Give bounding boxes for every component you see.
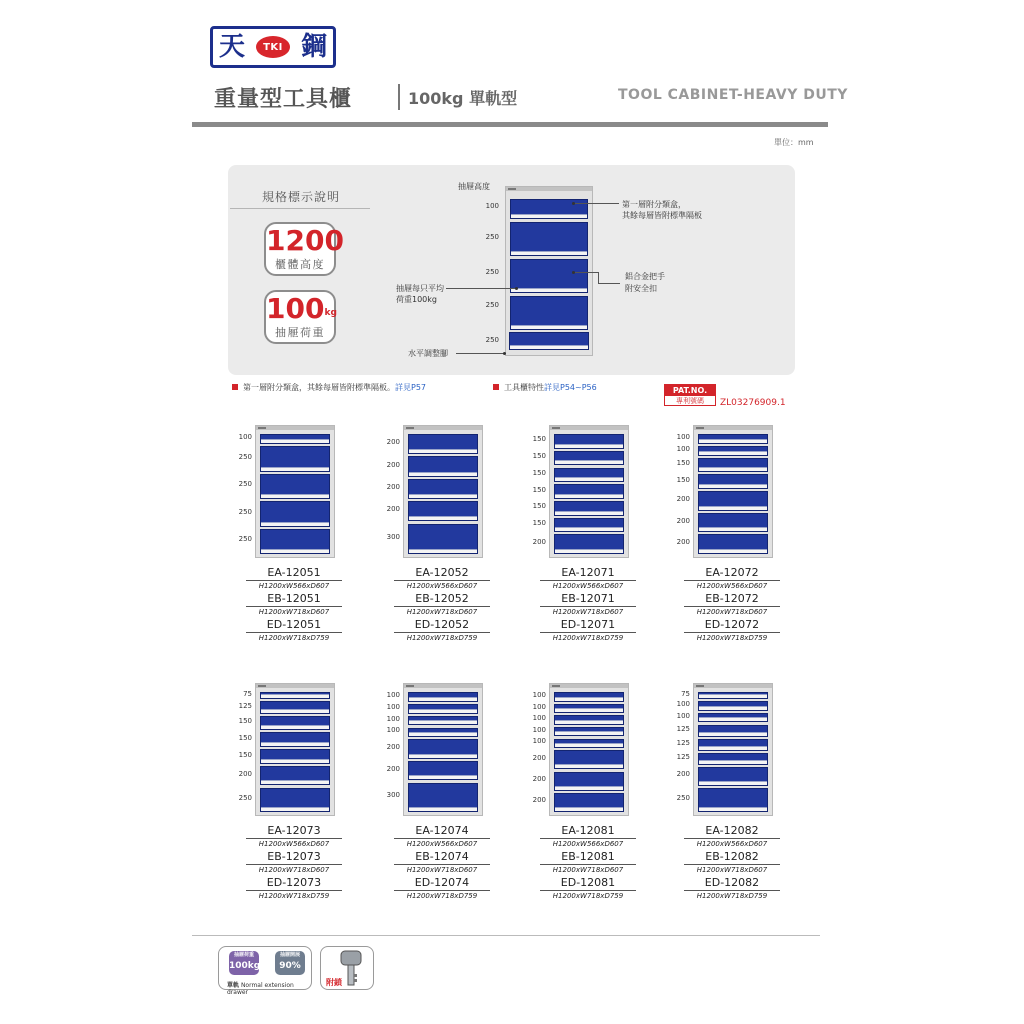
- load-mini-badge: [229, 951, 259, 975]
- model-name: ED-12071: [560, 618, 616, 631]
- drawer-height-label: 100: [532, 737, 546, 746]
- drawer-height-label: 200: [676, 494, 690, 503]
- model-name: ED-12073: [266, 876, 322, 889]
- model-dimensions: H1200xW566xD607: [540, 838, 636, 850]
- drawer-height-label: 100: [532, 714, 546, 723]
- drawer-height-label: 150: [676, 475, 690, 484]
- drawer-height-label: 200: [532, 796, 546, 805]
- drawer-height-label: 150: [238, 717, 252, 725]
- model-dimensions: H1200xW718xD759: [684, 632, 780, 644]
- drawer-height-label: 250: [238, 535, 252, 544]
- cabinet-drawing: [549, 683, 629, 816]
- cabinet-drawer: [698, 692, 768, 699]
- page-title: 重量型工具櫃: [214, 87, 353, 112]
- cabinet-drawer: [554, 715, 624, 725]
- model-name: EA-12082: [705, 824, 759, 837]
- cabinet-drawer: [408, 728, 478, 738]
- model-dimensions: H1200xW566xD607: [246, 838, 342, 850]
- drawer-height-label: 250: [238, 452, 252, 461]
- drawer-height-label: 250: [676, 794, 690, 802]
- cabinet-drawer: [554, 484, 624, 499]
- cabinet-drawer: [554, 750, 624, 769]
- model-name: EB-12051: [267, 592, 321, 605]
- drawer-height-label: 抽屜高度: [458, 182, 490, 191]
- model-spec: [246, 592, 342, 618]
- cabinet-drawer: [698, 534, 768, 554]
- model-name: EA-12071: [561, 566, 615, 579]
- drawer-height-label: 150: [238, 733, 252, 742]
- cabinet-drawer: [408, 739, 478, 759]
- model-spec: [246, 824, 342, 850]
- drawer-height-label: 200: [386, 460, 400, 469]
- callout-divider-line2: 其餘每層皆附標準隔板: [622, 211, 702, 220]
- cabinet-drawing: [255, 683, 335, 816]
- page-subtitle: 100kg 單軌型: [408, 89, 518, 108]
- drawer-height-label: 125: [676, 738, 690, 747]
- cabinet-drawer: [554, 518, 624, 533]
- model-dimensions: H1200xW718xD607: [394, 864, 490, 876]
- note-features: [504, 382, 597, 393]
- cabinet-drawer: [260, 766, 330, 786]
- model-dimensions: H1200xW718xD759: [246, 632, 342, 644]
- load-badge: [264, 290, 336, 344]
- drawer-height-label: 150: [532, 502, 546, 511]
- model-spec: [684, 592, 780, 618]
- cabinet-drawer: [554, 434, 624, 449]
- drawer-height-label: 200: [532, 538, 546, 547]
- cabinet-drawer: [408, 783, 478, 813]
- diagram-height-label: 100: [485, 202, 499, 210]
- footer-rule: [192, 935, 820, 936]
- cabinet-drawer: [408, 501, 478, 521]
- cabinet-drawer: [554, 692, 624, 702]
- drawer-height-label: 100: [532, 690, 546, 699]
- model-dimensions: H1200xW718xD607: [684, 864, 780, 876]
- model-dimensions: H1200xW566xD607: [684, 580, 780, 592]
- cabinet-drawer: [554, 793, 624, 812]
- model-spec: [246, 566, 342, 592]
- model-name: ED-12072: [704, 618, 760, 631]
- cabinet-drawer: [260, 716, 330, 731]
- cabinet-drawer: [408, 524, 478, 555]
- cabinet-drawer: [698, 446, 768, 456]
- diagram-drawer: [510, 296, 588, 330]
- patent-badge: [664, 384, 716, 406]
- drawer-height-label: 200: [386, 505, 400, 514]
- cabinet-drawing: [693, 425, 773, 558]
- model-dimensions: H1200xW718xD607: [246, 606, 342, 618]
- model-dimensions: H1200xW718xD759: [540, 632, 636, 644]
- callout-foot: 水平調整腳: [408, 349, 448, 358]
- cabinet-drawer: [260, 434, 330, 444]
- drawer-height-label: 75: [243, 689, 252, 698]
- note-bullet-icon: [493, 384, 499, 390]
- drawer-height-label: 200: [676, 516, 690, 525]
- spec-title-rule: [230, 208, 370, 209]
- drawer-height-label: 250: [238, 507, 252, 516]
- model-spec: [684, 618, 780, 644]
- model-dimensions: H1200xW718xD607: [394, 606, 490, 618]
- diagram-drawer: [510, 259, 588, 293]
- drawer-height-label: 150: [676, 459, 690, 467]
- extension-mini-value: 90%: [279, 961, 301, 971]
- header-rule: [192, 122, 828, 127]
- note-features-text: 工具櫃特性: [504, 383, 544, 392]
- model-spec: [540, 876, 636, 902]
- drawer-height-label: 200: [386, 764, 400, 773]
- model-spec: [394, 592, 490, 618]
- model-name: EA-12081: [561, 824, 615, 837]
- diagram-height-label: 250: [485, 233, 499, 241]
- drawer-height-label: 150: [238, 750, 252, 759]
- tki-emblem-icon: TKI: [256, 36, 290, 58]
- note-bullet-icon: [232, 384, 238, 390]
- cabinet-drawer: [554, 534, 624, 554]
- model-spec: [394, 850, 490, 876]
- brand-char-right: 鋼: [300, 32, 327, 62]
- model-spec: [684, 824, 780, 850]
- model-dimensions: H1200xW718xD759: [394, 890, 490, 902]
- model-dimensions: H1200xW718xD607: [684, 606, 780, 618]
- drawer-height-label: 100: [386, 726, 400, 735]
- drawer-height-label: 200: [676, 538, 690, 547]
- cabinet-drawing: [403, 683, 483, 816]
- drawer-height-label: 300: [386, 532, 400, 541]
- model-spec: [540, 824, 636, 850]
- model-spec: [394, 566, 490, 592]
- drawer-height-label: 75: [681, 689, 690, 698]
- cabinet-drawing: [549, 425, 629, 558]
- key-icon: [339, 950, 363, 988]
- cabinet-drawer: [698, 458, 768, 473]
- cabinet-drawer: [260, 701, 330, 713]
- cabinet-drawing: [403, 425, 483, 558]
- rail-caption-zh: 單軌: [227, 982, 240, 989]
- cabinet-drawer: [554, 468, 624, 483]
- model-name: EB-12081: [561, 850, 615, 863]
- model-spec: [394, 618, 490, 644]
- cabinet-drawer: [260, 788, 330, 813]
- height-value: 1200: [266, 224, 344, 257]
- model-name: EA-12072: [705, 566, 759, 579]
- cabinet-drawer: [260, 529, 330, 555]
- drawer-height-label: 250: [238, 480, 252, 489]
- cabinet-drawer: [408, 704, 478, 714]
- drawer-height-label: 150: [532, 485, 546, 494]
- spec-title: 規格標示說明: [262, 190, 341, 204]
- cabinet-drawer: [698, 713, 768, 723]
- model-name: ED-12082: [704, 876, 760, 889]
- cabinet-drawer: [260, 474, 330, 500]
- spec-diagram-cabinet: [505, 186, 593, 356]
- model-name: ED-12052: [414, 618, 470, 631]
- cabinet-drawer: [408, 434, 478, 454]
- rail-caption-en: Normal extension drawer: [227, 982, 294, 996]
- patent-number: ZL03276909.1: [720, 398, 786, 408]
- drawer-height-label: 200: [532, 775, 546, 784]
- drawer-height-label: 100: [676, 711, 690, 720]
- diagram-drawer: [509, 332, 589, 350]
- drawer-height-label: 100: [676, 444, 690, 453]
- model-name: EB-12052: [415, 592, 469, 605]
- model-spec: [540, 592, 636, 618]
- model-name: EA-12074: [415, 824, 469, 837]
- unit-label: 單位：mm: [774, 138, 814, 147]
- model-spec: [540, 566, 636, 592]
- model-spec: [246, 850, 342, 876]
- cabinet-drawer: [554, 727, 624, 737]
- model-dimensions: H1200xW566xD607: [394, 838, 490, 850]
- model-name: EA-12052: [415, 566, 469, 579]
- diagram-height-label: 250: [485, 336, 499, 344]
- diagram-height-label: 250: [485, 268, 499, 276]
- callout-handle-line2: 附安全扣: [625, 284, 657, 293]
- note-divider-link[interactable]: 詳見P57: [395, 383, 427, 392]
- cabinet-drawer: [260, 501, 330, 527]
- cabinet-drawer: [554, 501, 624, 516]
- drawer-height-label: 200: [386, 743, 400, 752]
- model-name: EB-12073: [267, 850, 321, 863]
- note-divider: [243, 382, 426, 393]
- drawer-height-label: 100: [386, 714, 400, 723]
- load-mini-value: 100kg: [229, 961, 261, 971]
- model-dimensions: H1200xW718xD607: [540, 864, 636, 876]
- extension-mini-badge: [275, 951, 305, 975]
- model-name: EB-12082: [705, 850, 759, 863]
- cabinet-drawer: [698, 753, 768, 765]
- callout-load-line1: 抽屜每只平均: [396, 284, 444, 293]
- model-name: EA-12073: [267, 824, 321, 837]
- cabinet-drawing: [255, 425, 335, 558]
- cabinet-drawer: [408, 761, 478, 781]
- model-dimensions: H1200xW718xD759: [246, 890, 342, 902]
- model-name: EA-12051: [267, 566, 321, 579]
- model-name: EB-12072: [705, 592, 759, 605]
- model-spec: [394, 876, 490, 902]
- brand-char-left: 天: [219, 32, 246, 62]
- cabinet-drawer: [698, 788, 768, 812]
- drawer-height-label: 300: [386, 791, 400, 800]
- model-spec: [394, 824, 490, 850]
- drawer-height-label: 150: [532, 452, 546, 461]
- cabinet-drawer: [260, 732, 330, 747]
- height-badge: [264, 222, 344, 276]
- model-spec: [684, 850, 780, 876]
- load-unit: kg: [324, 308, 337, 318]
- cabinet-drawer: [408, 456, 478, 476]
- cabinet-drawer: [260, 692, 330, 699]
- cabinet-drawer: [698, 767, 768, 786]
- drawer-height-label: 125: [676, 724, 690, 733]
- model-name: ED-12081: [560, 876, 616, 889]
- drawer-height-label: 200: [676, 770, 690, 779]
- drawer-height-label: 125: [238, 701, 252, 710]
- diagram-drawer: [510, 199, 588, 219]
- drawer-height-label: 100: [532, 725, 546, 734]
- drawer-height-label: 200: [532, 753, 546, 762]
- cabinet-drawer: [698, 434, 768, 444]
- model-spec: [246, 618, 342, 644]
- model-name: ED-12051: [266, 618, 322, 631]
- patent-sublabel: 專利號碼: [676, 397, 704, 405]
- patent-label: PAT.NO.: [665, 385, 715, 396]
- cabinet-drawer: [554, 772, 624, 791]
- cabinet-drawer: [408, 479, 478, 499]
- model-dimensions: H1200xW718xD759: [394, 632, 490, 644]
- drawer-height-label: 150: [532, 435, 546, 444]
- model-spec: [684, 876, 780, 902]
- rail-feature-card: [218, 946, 312, 996]
- model-dimensions: H1200xW566xD607: [394, 580, 490, 592]
- model-name: EB-12074: [415, 850, 469, 863]
- cabinet-drawer: [408, 692, 478, 702]
- drawer-height-label: 150: [532, 519, 546, 527]
- load-label: 抽屜荷重: [275, 326, 325, 339]
- lock-feature-card: [320, 946, 374, 990]
- cabinet-drawing: [693, 683, 773, 816]
- cabinet-drawer: [260, 749, 330, 764]
- drawer-height-label: 250: [238, 793, 252, 802]
- drawer-height-label: 200: [386, 438, 400, 447]
- model-dimensions: H1200xW566xD607: [684, 838, 780, 850]
- drawer-height-label: 100: [676, 700, 690, 708]
- drawer-height-label: 100: [238, 433, 252, 442]
- model-spec: [540, 618, 636, 644]
- note-features-link[interactable]: 詳見P54~P56: [544, 383, 597, 392]
- drawer-height-label: 150: [532, 468, 546, 477]
- drawer-height-label: 200: [238, 769, 252, 778]
- cabinet-drawer: [698, 474, 768, 489]
- model-dimensions: H1200xW718xD607: [540, 606, 636, 618]
- callout-load-line2: 荷重100kg: [396, 295, 437, 304]
- model-dimensions: H1200xW718xD759: [540, 890, 636, 902]
- height-label: 櫃體高度: [275, 258, 325, 271]
- cabinet-drawer: [260, 446, 330, 472]
- cabinet-drawer: [554, 739, 624, 749]
- load-value: 100: [266, 292, 325, 325]
- page-title-english: TOOL CABINET-HEAVY DUTY: [618, 87, 848, 103]
- drawer-height-label: 100: [676, 432, 690, 441]
- drawer-height-label: 100: [532, 702, 546, 711]
- drawer-height-label: 200: [386, 482, 400, 491]
- drawer-height-label: 100: [386, 702, 400, 711]
- cabinet-drawer: [698, 491, 768, 511]
- cabinet-drawer: [698, 725, 768, 737]
- model-dimensions: H1200xW718xD607: [246, 864, 342, 876]
- cabinet-drawer: [408, 716, 478, 726]
- diagram-drawer: [510, 222, 588, 256]
- model-name: ED-12074: [414, 876, 470, 889]
- extension-mini-title: 抽屜開展: [279, 952, 300, 958]
- callout-handle-line1: 鋁合金把手: [625, 272, 665, 281]
- note-divider-text: 第一層附分類盒，其餘每層皆附標準隔板。: [243, 383, 395, 392]
- diagram-height-label: 250: [485, 301, 499, 309]
- title-divider: [398, 84, 400, 110]
- cabinet-drawer: [698, 739, 768, 751]
- cabinet-drawer: [554, 451, 624, 466]
- drawer-height-label: 100: [386, 690, 400, 699]
- model-spec: [684, 566, 780, 592]
- model-dimensions: H1200xW718xD759: [684, 890, 780, 902]
- brand-logo: [210, 26, 336, 68]
- cabinet-drawer: [698, 513, 768, 533]
- model-spec: [246, 876, 342, 902]
- model-spec: [540, 850, 636, 876]
- cabinet-drawer: [698, 701, 768, 711]
- model-dimensions: H1200xW566xD607: [540, 580, 636, 592]
- cabinet-drawer: [554, 704, 624, 714]
- model-dimensions: H1200xW566xD607: [246, 580, 342, 592]
- load-mini-title: 抽屜荷重: [233, 952, 254, 958]
- model-name: EB-12071: [561, 592, 615, 605]
- rail-caption: [227, 980, 311, 996]
- drawer-height-label: 125: [676, 752, 690, 761]
- callout-divider-line1: 第一層附分類盒，: [622, 200, 686, 209]
- lock-label: 附鎖: [326, 978, 342, 987]
